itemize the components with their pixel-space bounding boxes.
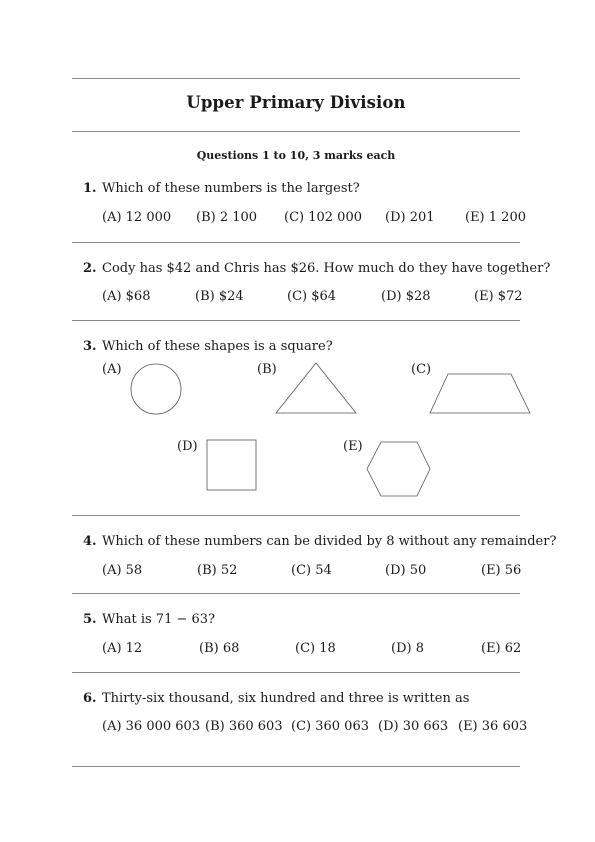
q5-option-a: (A) 12 bbox=[102, 641, 143, 656]
question-number: 2. bbox=[83, 261, 97, 276]
q2-option-b: (B) $24 bbox=[195, 289, 244, 304]
q4-option-c: (C) 54 bbox=[291, 563, 332, 578]
question-number: 3. bbox=[83, 339, 97, 354]
q5-option-b: (B) 68 bbox=[199, 641, 240, 656]
q5-option-c: (C) 18 bbox=[295, 641, 336, 656]
q2-option-a: (A) $68 bbox=[102, 289, 151, 304]
q6-option-e: (E) 36 603 bbox=[458, 719, 528, 734]
q1-option-a: (A) 12 000 bbox=[102, 210, 172, 225]
q5-option-d: (D) 8 bbox=[391, 641, 424, 656]
question-6 bbox=[83, 691, 469, 706]
divider-q5 bbox=[72, 672, 520, 673]
q4-option-a: (A) 58 bbox=[102, 563, 143, 578]
question-5 bbox=[83, 612, 215, 627]
q4-option-b: (B) 52 bbox=[197, 563, 238, 578]
shape-label-c: (C) bbox=[411, 362, 432, 377]
shape-label-e: (E) bbox=[343, 439, 363, 454]
question-number: 4. bbox=[83, 534, 97, 549]
q1-option-e: (E) 1 200 bbox=[465, 210, 526, 225]
q5-option-e: (E) 62 bbox=[481, 641, 522, 656]
shape-label-d: (D) bbox=[177, 439, 198, 454]
q2-option-d: (D) $28 bbox=[381, 289, 431, 304]
q2-option-e: (E) $72 bbox=[474, 289, 523, 304]
shape-label-b: (B) bbox=[257, 362, 277, 377]
q1-option-d: (D) 201 bbox=[385, 210, 435, 225]
divider-q2 bbox=[72, 320, 520, 321]
question-text: Which of these numbers can be divided by 8 without any remainder? bbox=[102, 534, 557, 549]
divider-q3 bbox=[72, 515, 520, 516]
divider-q1 bbox=[72, 242, 520, 243]
divider-q4 bbox=[72, 593, 520, 594]
question-text: Which of these shapes is a square? bbox=[102, 339, 333, 354]
shape-label-a: (A) bbox=[102, 362, 122, 377]
question-2 bbox=[83, 261, 550, 276]
section-subtitle: Questions 1 to 10, 3 marks each bbox=[196, 149, 396, 162]
question-4 bbox=[83, 534, 556, 549]
q6-option-b: (B) 360 603 bbox=[205, 719, 283, 734]
q4-option-d: (D) 50 bbox=[385, 563, 427, 578]
question-text: Thirty-six thousand, six hundred and three is written as bbox=[102, 691, 470, 706]
q6-option-a: (A) 36 000 603 bbox=[102, 719, 201, 734]
question-text: Which of these numbers is the largest? bbox=[102, 181, 360, 196]
page-title: Upper Primary Division bbox=[186, 93, 406, 112]
question-number: 5. bbox=[83, 612, 97, 627]
hexagon-shape bbox=[367, 442, 430, 496]
title-rule bbox=[72, 131, 520, 132]
q4-option-e: (E) 56 bbox=[481, 563, 522, 578]
q1-option-c: (C) 102 000 bbox=[284, 210, 362, 225]
q6-option-c: (C) 360 063 bbox=[291, 719, 369, 734]
circle-shape bbox=[131, 364, 181, 414]
question-text: What is 71 − 63? bbox=[102, 612, 216, 627]
question-number: 1. bbox=[83, 181, 97, 196]
q1-option-b: (B) 2 100 bbox=[196, 210, 258, 225]
top-rule bbox=[72, 78, 520, 79]
question-1 bbox=[83, 181, 360, 196]
q6-option-d: (D) 30 663 bbox=[378, 719, 449, 734]
bottom-rule bbox=[72, 766, 520, 767]
question-number: 6. bbox=[83, 691, 97, 706]
trapezoid-shape bbox=[430, 374, 530, 413]
triangle-shape bbox=[276, 363, 356, 413]
q2-option-c: (C) $64 bbox=[287, 289, 337, 304]
question-text: Cody has $42 and Chris has $26. How much do they have together? bbox=[102, 261, 551, 276]
square-shape bbox=[207, 440, 256, 490]
question-3 bbox=[83, 339, 333, 354]
